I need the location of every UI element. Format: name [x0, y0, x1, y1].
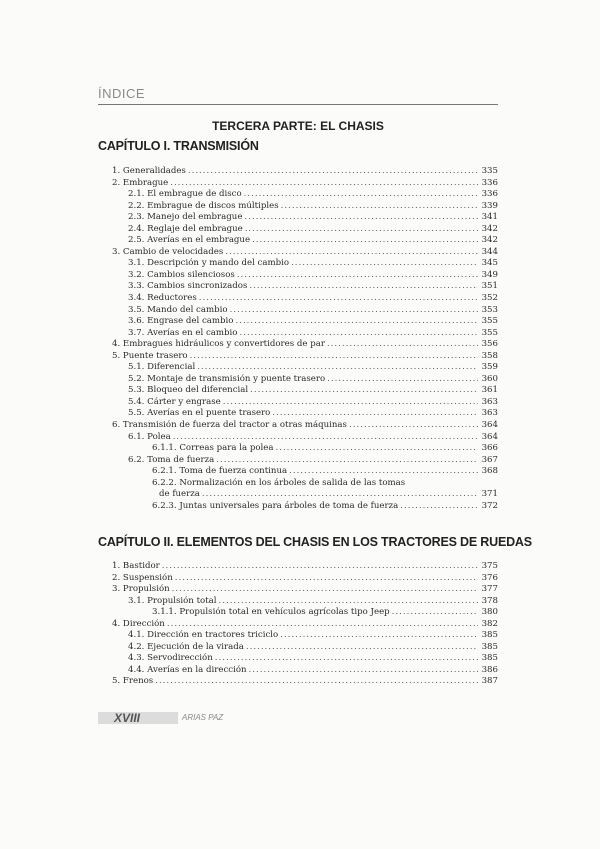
chapter-2-toc: [112, 561, 498, 688]
toc-leader-dots: [245, 224, 478, 236]
toc-entry-page: 382: [481, 618, 498, 629]
toc-entry: [112, 607, 498, 619]
toc-leader-dots: [280, 630, 478, 642]
toc-entry: [112, 584, 498, 596]
toc-entry-page: 364: [481, 420, 498, 431]
toc-entry-label: 4.2. Ejecución de la virada: [128, 641, 244, 652]
toc-entry: [112, 305, 498, 317]
toc-entry-label: 3.7. Averías en el cambio: [128, 327, 238, 338]
toc-leader-dots: [239, 328, 478, 340]
toc-entry: [112, 339, 498, 351]
toc-leader-dots: [167, 619, 478, 631]
toc-leader-dots: [215, 653, 478, 665]
toc-entry: [112, 385, 498, 397]
toc-entry-page: 353: [481, 304, 498, 315]
toc-entry: [112, 235, 498, 247]
toc-entry-label: 5.3. Bloqueo del diferencial: [128, 385, 249, 396]
toc-leader-dots: [275, 443, 478, 455]
chapter-1-title: CAPÍTULO I. TRANSMISIÓN: [98, 139, 259, 153]
toc-leader-dots: [244, 189, 478, 201]
toc-entry: [112, 573, 498, 585]
toc-entry: [112, 316, 498, 328]
toc-leader-dots: [216, 455, 478, 467]
toc-entry: [112, 328, 498, 340]
toc-entry-label: 3.6. Engrase del cambio: [128, 316, 234, 327]
toc-entry-label: de fuerza: [159, 489, 200, 500]
toc-entry-page: 363: [481, 408, 498, 419]
toc-entry-page: 355: [481, 327, 498, 338]
toc-leader-dots: [349, 420, 478, 432]
toc-entry-label: 5.2. Montaje de transmisión y puente trasero: [128, 373, 326, 384]
toc-entry-label: 2.2. Embrague de discos múltiples: [128, 200, 279, 211]
toc-leader-dots: [155, 676, 478, 688]
toc-entry: [112, 561, 498, 573]
toc-leader-dots: [190, 351, 478, 363]
toc-entry-page: 339: [481, 200, 498, 211]
toc-entry: [112, 501, 498, 513]
toc-entry-page: 385: [481, 641, 498, 652]
part-title: TERCERA PARTE: EL CHASIS: [212, 119, 384, 133]
toc-leader-dots: [327, 374, 478, 386]
toc-entry-page: 366: [481, 443, 498, 454]
toc-entry: [112, 224, 498, 236]
toc-entry-label: 6.1.1. Correas para la polea: [152, 443, 274, 454]
toc-entry-page: 375: [481, 561, 498, 571]
toc-entry-page: 351: [481, 281, 498, 292]
toc-entry: [112, 293, 498, 305]
toc-entry-label: 2. Suspensión: [112, 572, 173, 583]
toc-entry: [112, 596, 498, 608]
toc-entry-label: 5. Frenos: [112, 676, 154, 687]
toc-leader-dots: [289, 466, 478, 478]
toc-entry: [112, 489, 498, 501]
toc-entry: [112, 619, 498, 631]
toc-entry-label: 2.4. Reglaje del embrague: [128, 223, 243, 234]
toc-entry-page: 358: [481, 350, 498, 361]
toc-entry-label: 4. Embragues hidráulicos y convertidores de par: [112, 339, 325, 350]
toc-entry-page: 360: [481, 373, 498, 384]
toc-leader-dots: [252, 235, 478, 247]
toc-leader-dots: [202, 489, 478, 501]
toc-leader-dots: [225, 247, 478, 259]
toc-entry: [112, 374, 498, 386]
toc-entry-label: 4.3. Servodirección: [128, 653, 213, 664]
toc-leader-dots: [272, 408, 478, 420]
toc-entry: [112, 642, 498, 654]
toc-entry-label: 6.1. Polea: [128, 431, 171, 442]
toc-entry-page: 371: [481, 489, 498, 500]
toc-leader-dots: [199, 293, 478, 305]
toc-leader-dots: [223, 397, 478, 409]
toc-entry-page: 356: [481, 339, 498, 350]
toc-entry: [112, 420, 498, 432]
toc-entry: [112, 630, 498, 642]
toc-leader-dots: [281, 201, 478, 213]
toc-entry-label: 3.1. Descripción y mando del cambio: [128, 258, 290, 269]
toc-entry-label: 1. Generalidades: [112, 166, 186, 176]
toc-entry-page: 385: [481, 630, 498, 641]
toc-leader-dots: [175, 573, 478, 585]
toc-entry-page: 368: [481, 466, 498, 477]
toc-entry-page: 361: [481, 385, 498, 396]
toc-leader-dots: [249, 281, 478, 293]
toc-entry-label: 4. Dirección: [112, 618, 165, 629]
chapter-1-toc: [112, 166, 498, 512]
toc-entry: [112, 455, 498, 467]
toc-entry-page: 377: [481, 584, 498, 595]
toc-entry-label: 6.2.2. Normalización en los árboles de salida de las tomas: [152, 477, 406, 488]
toc-leader-dots: [230, 305, 478, 317]
toc-entry: [112, 270, 498, 282]
toc-leader-dots: [392, 607, 478, 619]
toc-entry: [112, 281, 498, 293]
toc-leader-dots: [172, 584, 478, 596]
toc-entry-label: 3.4. Reductores: [128, 293, 197, 304]
toc-leader-dots: [249, 665, 478, 677]
toc-entry-label: 6. Transmisión de fuerza del tractor a otras máquinas: [112, 420, 347, 431]
toc-entry-label: 6.2.3. Juntas universales para árboles de toma de fuerza: [152, 500, 399, 511]
toc-entry: [112, 247, 498, 259]
toc-leader-dots: [219, 596, 478, 608]
toc-leader-dots: [197, 362, 478, 374]
toc-entry-label: 6.2. Toma de fuerza: [128, 454, 215, 465]
toc-entry-label: 3.1. Propulsión total: [128, 595, 217, 606]
toc-entry-label: 3. Cambio de velocidades: [112, 246, 224, 257]
toc-entry-label: 5.4. Cárter y engrase: [128, 396, 221, 407]
toc-entry: [112, 466, 498, 478]
toc-entry-page: 378: [481, 595, 498, 606]
toc-entry: [112, 432, 498, 444]
toc-entry: [112, 178, 498, 190]
toc-leader-dots: [244, 212, 478, 224]
toc-entry-page: 376: [481, 572, 498, 583]
toc-entry-page: 380: [481, 607, 498, 618]
toc-entry-label: 5. Puente trasero: [112, 350, 188, 361]
toc-entry-label: 1. Bastidor: [112, 561, 160, 571]
toc-leader-dots: [250, 385, 478, 397]
toc-entry: [112, 676, 498, 688]
toc-entry-page: 344: [481, 246, 498, 257]
toc-entry: [112, 408, 498, 420]
toc-leader-dots: [188, 166, 478, 178]
page-header: [98, 86, 498, 105]
toc-entry-label: 3.1.1. Propulsión total en vehículos agrícolas tipo Jeep: [152, 607, 390, 618]
toc-entry-label: 4.1. Dirección en tractores triciclo: [128, 630, 279, 641]
toc-entry-page: 342: [481, 235, 498, 246]
header-title: ÍNDICE: [98, 86, 146, 101]
chapter-2-title: CAPÍTULO II. ELEMENTOS DEL CHASIS EN LOS TRACTORES DE RUEDAS: [98, 535, 532, 549]
toc-leader-dots: [400, 501, 478, 513]
toc-leader-dots: [246, 642, 478, 654]
toc-leader-dots: [173, 432, 478, 444]
toc-entry-page: 385: [481, 653, 498, 664]
toc-entry-label: 3.2. Cambios silenciosos: [128, 269, 235, 280]
toc-entry-page: 372: [481, 500, 498, 511]
toc-entry-label: 5.5. Averías en el puente trasero: [128, 408, 271, 419]
toc-entry-page: 386: [481, 664, 498, 675]
toc-entry-page: 345: [481, 258, 498, 269]
toc-leader-dots: [237, 270, 478, 282]
toc-entry-label: 3.3. Cambios sincronizados: [128, 281, 248, 292]
toc-entry-page: 364: [481, 431, 498, 442]
toc-entry-page: 352: [481, 293, 498, 304]
toc-entry-page: 336: [481, 189, 498, 200]
toc-entry-label: 5.1. Diferencial: [128, 362, 196, 373]
toc-entry: [112, 201, 498, 213]
toc-entry-label: 3. Propulsión: [112, 584, 170, 595]
page-number: XVIII: [114, 711, 141, 725]
toc-entry-label: 2.3. Manejo del embrague: [128, 212, 243, 223]
toc-entry-page: 359: [481, 362, 498, 373]
toc-entry: [112, 212, 498, 224]
toc-entry: [112, 258, 498, 270]
toc-entry-label: 2.1. El embrague de disco: [128, 189, 242, 200]
toc-entry-page: 335: [481, 166, 498, 176]
toc-entry: [112, 189, 498, 201]
toc-entry-label: 4.4. Averías en la dirección: [128, 664, 247, 675]
toc-entry-label: 2. Embrague: [112, 177, 169, 188]
toc-leader-dots: [235, 316, 478, 328]
toc-entry: [112, 397, 498, 409]
toc-leader-dots: [170, 178, 478, 190]
footer-author: ARIAS PAZ: [182, 713, 224, 722]
toc-leader-dots: [291, 258, 478, 270]
toc-entry: [112, 166, 498, 178]
toc-leader-dots: [327, 339, 478, 351]
toc-entry-page: 387: [481, 676, 498, 687]
toc-entry: [112, 362, 498, 374]
toc-entry: [112, 351, 498, 363]
toc-entry: [112, 443, 498, 455]
toc-entry: [112, 478, 498, 490]
toc-entry-page: 363: [481, 396, 498, 407]
toc-entry-page: 342: [481, 223, 498, 234]
toc-entry-label: 3.5. Mando del cambio: [128, 304, 228, 315]
toc-entry-page: 367: [481, 454, 498, 465]
toc-entry-page: 336: [481, 177, 498, 188]
toc-entry-page: 349: [481, 269, 498, 280]
toc-entry: [112, 653, 498, 665]
toc-entry-label: 2.5. Averías en el embrague: [128, 235, 251, 246]
toc-leader-dots: [162, 561, 478, 573]
toc-entry: [112, 665, 498, 677]
toc-entry-label: 6.2.1. Toma de fuerza continua: [152, 466, 288, 477]
toc-entry-page: 355: [481, 316, 498, 327]
toc-entry-page: 341: [481, 212, 498, 223]
